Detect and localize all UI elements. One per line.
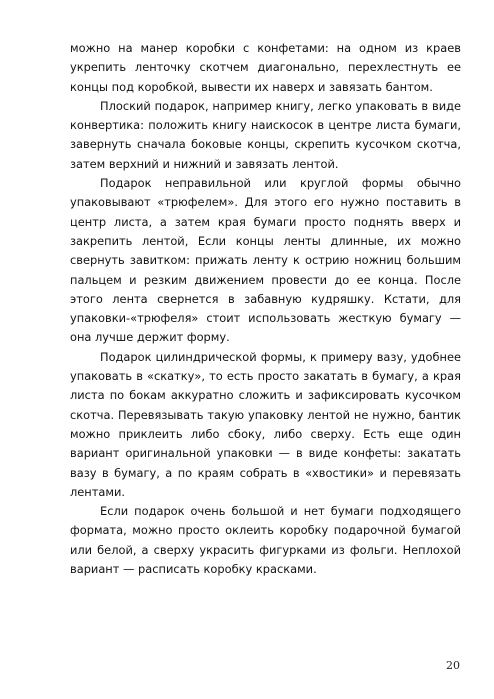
paragraph-cylinder-wrap: Подарок цилиндрической формы, к примеру вазу, удобнее упаковать в «скатку», то есть просто закатать в бумагу, а края листа по бокам аккуратно сложить и зафиксировать кусочком скотча. Перевязывать такую упаковку лентой не нужно, бантик можно приклеить либо сбоку, либо сверху. Есть еще один вариант оригинальной упаковки — в виде конфеты: закатать вазу в бумагу, а по краям собрать в «хвостики» и перевязать лентами.	[70, 349, 461, 499]
paragraph-truffle-wrap: Подарок неправильной или круглой формы обычно упаковывают «трюфелем». Для этого его нужно поставить в центр листа, а затем края бумаги просто поднять вверх и закрепить лентой, Если концы ленты длинные, их можно свернуть завитком: прижать ленту к острию ножниц большим пальцем и резким движением провести до ее конца. После этого лента свернется в забавную кудряшку. Кстати, для упаковки-«трюфеля» стоит использовать жесткую бумагу — она лучше держит форму.	[70, 176, 461, 345]
paragraph-flat-gift: Плоский подарок, например книгу, легко упаковать в виде конвертика: положить книгу наискосок в центре листа бумаги, завернуть сначала боковые концы, скрепить кусочком скотча, затем верхний и нижний и завязать лентой.	[70, 98, 461, 171]
paragraph-continuation: можно на манер коробки с конфетами: на одном из краев укрепить ленточку скотчем диагонально, перехлестнуть ее концы под коробкой, вывести их наверх и завязать бантом.	[70, 41, 461, 94]
body-text	[70, 39, 461, 579]
paragraph-large-gift: Если подарок очень большой и нет бумаги подходящего формата, можно просто оклеить коробку подарочной бумагой или белой, а сверху украсить фигурками из фольги. Неплохой вариант — расписать коробку красками.	[70, 504, 461, 577]
page-number: 20	[446, 659, 460, 672]
